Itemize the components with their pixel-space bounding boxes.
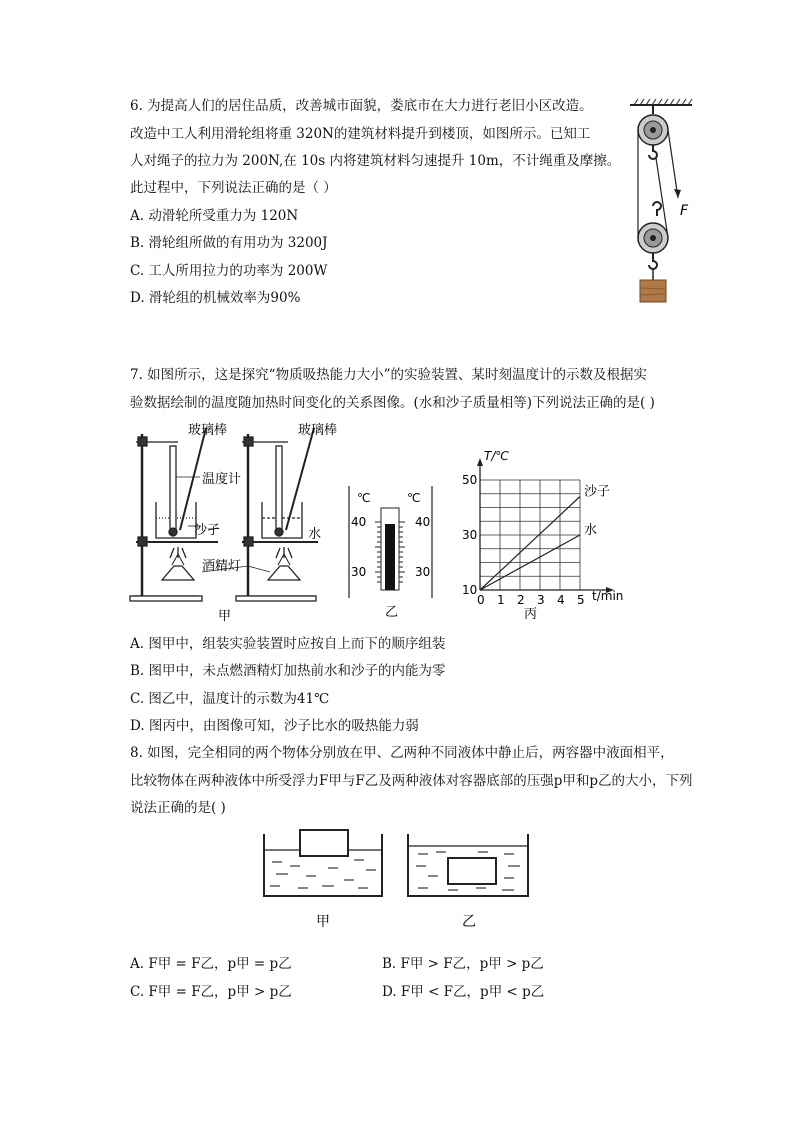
series-label: 沙子 — [584, 484, 611, 500]
fig-q8-containers — [258, 826, 534, 932]
q6-option-c: C. 工人所用拉力的功率为 200W — [130, 263, 328, 279]
label-glass-rod-2: 玻璃棒 — [298, 423, 338, 438]
y-tick-label: 50 — [462, 473, 478, 487]
series-label: 水 — [584, 523, 598, 538]
q6-stem-line-1: 6. 为提高人们的居住品质，改善城市面貌，娄底市在大力进行老旧小区改造。 — [130, 98, 593, 114]
pulley-figure — [620, 98, 700, 308]
y-axis-label: T/℃ — [484, 449, 509, 463]
x-tick-label: 2 — [517, 593, 525, 607]
chart-title: 丙 — [524, 607, 538, 622]
unit-left: ℃ — [357, 491, 371, 505]
x-tick-label: 4 — [557, 593, 565, 607]
label-q8-yi: 乙 — [462, 914, 476, 930]
fig-bing-chart — [450, 450, 630, 620]
label-lamp: 酒精灯 — [202, 559, 242, 574]
label-thermometer: 温度计 — [202, 472, 242, 487]
unit-right: ℃ — [407, 491, 421, 505]
y-axis-arrow — [477, 458, 483, 466]
tick-40-right: 40 — [415, 515, 431, 529]
chart-grid — [480, 480, 580, 590]
q7-stem-line-1: 7. 如图所示，这是探究“物质吸热能力大小”的实验装置、某时刻温度计的示数及根据实 — [130, 367, 647, 383]
x-tick-label: 3 — [537, 593, 545, 607]
q8-stem-line-2: 比较物体在两种液体中所受浮力F甲与F乙及两种液体对容器底部的压强p甲和p乙的大小，下列 — [130, 773, 693, 789]
x-tick-label: 5 — [577, 593, 585, 607]
q8-option-d: D. F甲 < F乙，p甲 < p乙 — [382, 984, 545, 1000]
q6-option-a: A. 动滑轮所受重力为 120N — [130, 208, 299, 224]
q7-option-a: A. 图甲中，组装实验装置时应按自上而下的顺序组装 — [130, 636, 446, 652]
tick-30-right: 30 — [415, 565, 431, 579]
fig-yi-thermometer — [345, 486, 440, 622]
force-label: F — [680, 203, 689, 219]
q8-option-a: A. F甲 = F乙，p甲 = p乙 — [130, 956, 292, 972]
q7-option-b: B. 图甲中，未点燃酒精灯加热前水和沙子的内能为零 — [130, 663, 446, 679]
fig-jia-apparatus — [118, 420, 338, 626]
q6-option-b: B. 滑轮组所做的有用功为 3200J — [130, 235, 328, 251]
label-glass-rod-1: 玻璃棒 — [188, 423, 228, 438]
label-q8-jia: 甲 — [316, 914, 330, 930]
q8-stem-line-1: 8. 如图，完全相同的两个物体分别放在甲、乙两种不同液体中静止后，两容器中液面相平， — [130, 745, 674, 761]
q7-option-c: C. 图乙中，温度计的示数为41℃ — [130, 691, 330, 707]
chart-labels — [462, 449, 623, 622]
q6-stem-line-3: 人对绳子的拉力为 200N,在 10s 内将建筑材料匀速提升 10m，不计绳重及摩擦。 — [130, 153, 621, 169]
tick-30-left: 30 — [351, 565, 367, 579]
tick-40-left: 40 — [351, 515, 367, 529]
q7-stem-line-2: 验数据绘制的温度随加热时间变化的关系图像。(水和沙子质量相等)下列说法正确的是( ) — [130, 395, 655, 411]
x-tick-label: 1 — [497, 593, 505, 607]
q8-option-b: B. F甲 > F乙，p甲 > p乙 — [382, 956, 544, 972]
x-tick-label: 0 — [477, 593, 485, 607]
label-fig-yi: 乙 — [385, 605, 399, 620]
q6-option-d: D. 滑轮组的机械效率为90% — [130, 290, 301, 306]
y-tick-label: 10 — [462, 583, 478, 597]
y-tick-label: 30 — [462, 528, 478, 542]
x-axis-label: t/min — [592, 589, 624, 603]
label-fig-jia: 甲 — [218, 609, 232, 624]
q6-stem-line-4: 此过程中，下列说法正确的是（ ） — [130, 180, 337, 196]
q8-stem-line-3: 说法正确的是( ) — [130, 800, 226, 816]
q7-option-d: D. 图丙中，由图像可知，沙子比水的吸热能力弱 — [130, 718, 419, 734]
label-sand: 沙子 — [194, 523, 221, 538]
label-water: 水 — [308, 527, 322, 542]
q8-option-c: C. F甲 = F乙，p甲 > p乙 — [130, 984, 292, 1000]
q6-stem-line-2: 改造中工人利用滑轮组将重 320N的建筑材料提升到楼顶，如图所示。已知工 — [130, 126, 591, 142]
